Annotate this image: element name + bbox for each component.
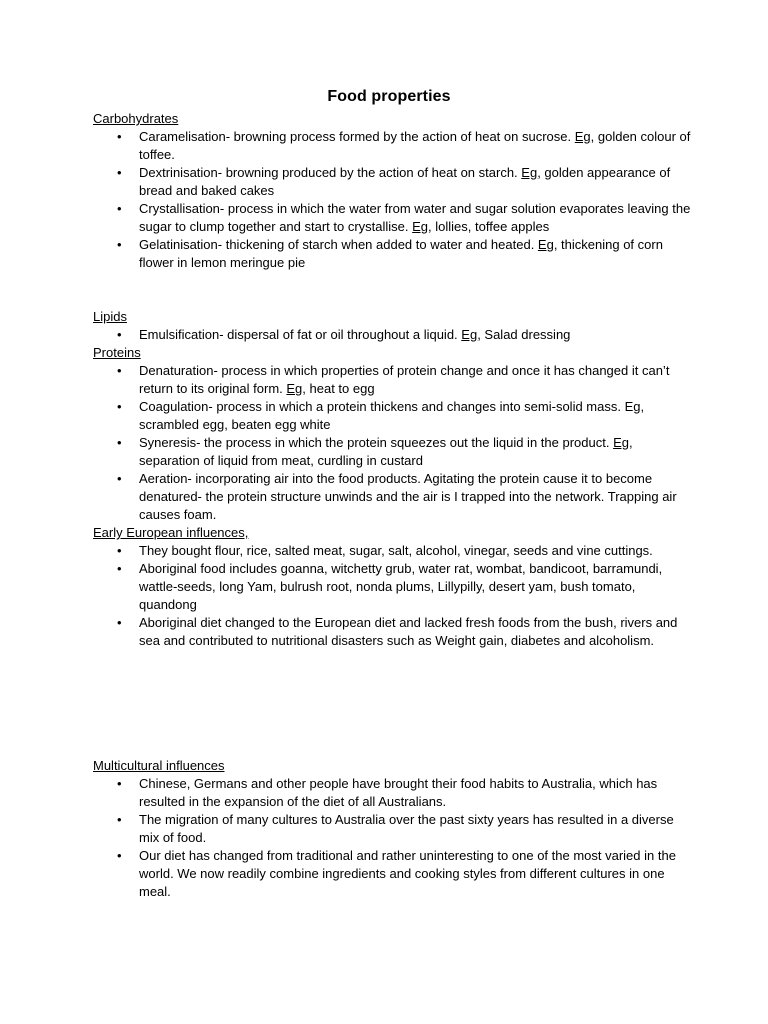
list-item: • Crystallisation- process in which the water from water and sugar solution evaporates leaving the sugar to clump together and start to crystallise. Eg, lollies, toffee apples: [117, 201, 691, 234]
carbohydrates-list: [93, 128, 693, 272]
bullet-icon: •: [117, 561, 122, 576]
list-item: • Dextrinisation- browning produced by the action of heat on starch. Eg, golden appearance of bread and baked cakes: [117, 165, 671, 198]
list-item: • The migration of many cultures to Australia over the past sixty years has resulted in a diverse mix of food.: [117, 812, 674, 845]
proteins-list: [93, 362, 693, 524]
bullet-icon: •: [117, 237, 122, 252]
early-european-list: [93, 542, 693, 650]
bullet-icon: •: [117, 363, 122, 378]
bullet-icon: •: [117, 327, 122, 342]
section-heading-proteins: Proteins: [93, 345, 141, 360]
list-item: • Aeration- incorporating air into the food products. Agitating the protein cause it to become denatured- the protein structure unwinds and the air is I trapped into the network. Trapping air causes foam.: [117, 471, 677, 522]
list-item: • Our diet has changed from traditional and rather uninteresting to one of the most varied in the world. We now readily combine ingredients and cooking styles from different cultures in one meal.: [117, 848, 676, 899]
multicultural-list: [93, 775, 693, 901]
bullet-icon: •: [117, 615, 122, 630]
bullet-icon: •: [117, 812, 122, 827]
bullet-icon: •: [117, 776, 122, 791]
list-item: • Gelatinisation- thickening of starch when added to water and heated. Eg, thickening of corn flower in lemon meringue pie: [117, 237, 663, 270]
section-heading-carbohydrates: Carbohydrates: [93, 111, 179, 126]
bullet-icon: •: [117, 848, 122, 863]
list-item: • Aboriginal diet changed to the European diet and lacked fresh foods from the bush, rivers and sea and contributed to nutritional disasters such as Weight gain, diabetes and alcoholism.: [117, 615, 678, 648]
list-item: • Emulsification- dispersal of fat or oil throughout a liquid. Eg, Salad dressing: [117, 327, 571, 342]
bullet-icon: •: [117, 129, 122, 144]
list-item: • Caramelisation- browning process formed by the action of heat on sucrose. Eg, golden colour of toffee.: [117, 129, 691, 162]
bullet-icon: •: [117, 165, 122, 180]
list-item: • Aboriginal food includes goanna, witchetty grub, water rat, wombat, bandicoot, barramundi, wattle-seeds, long Yam, bulrush root, nonda plums, Lillypilly, desert yam, bush tomato, quandong: [117, 561, 663, 612]
bullet-icon: •: [117, 399, 122, 414]
section-heading-multicultural: Multicultural influences: [93, 758, 225, 773]
list-item: • Coagulation- process in which a protein thickens and changes into semi-solid mass. Eg, scrambled egg, beaten egg white: [117, 399, 645, 432]
bullet-icon: •: [117, 435, 122, 450]
bullet-icon: •: [117, 471, 122, 486]
page-title: Food properties: [327, 88, 451, 105]
bullet-icon: •: [117, 543, 122, 558]
bullet-icon: •: [117, 201, 122, 216]
section-heading-early-european: Early European influences,: [93, 525, 249, 540]
lipids-list: [93, 326, 693, 344]
section-heading-lipids: Lipids: [93, 309, 127, 324]
list-item: • Syneresis- the process in which the protein squeezes out the liquid in the product. Eg, separation of liquid from meat, curdling in custard: [117, 435, 633, 468]
list-item: • Denaturation- process in which properties of protein change and once it has changed it can’t return to its original form. Eg, heat to egg: [117, 363, 670, 396]
list-item: • Chinese, Germans and other people have brought their food habits to Australia, which has resulted in the expansion of the diet of all Australians.: [117, 776, 658, 809]
list-item: • They bought flour, rice, salted meat, sugar, salt, alcohol, vinegar, seeds and vine cuttings.: [117, 543, 653, 558]
